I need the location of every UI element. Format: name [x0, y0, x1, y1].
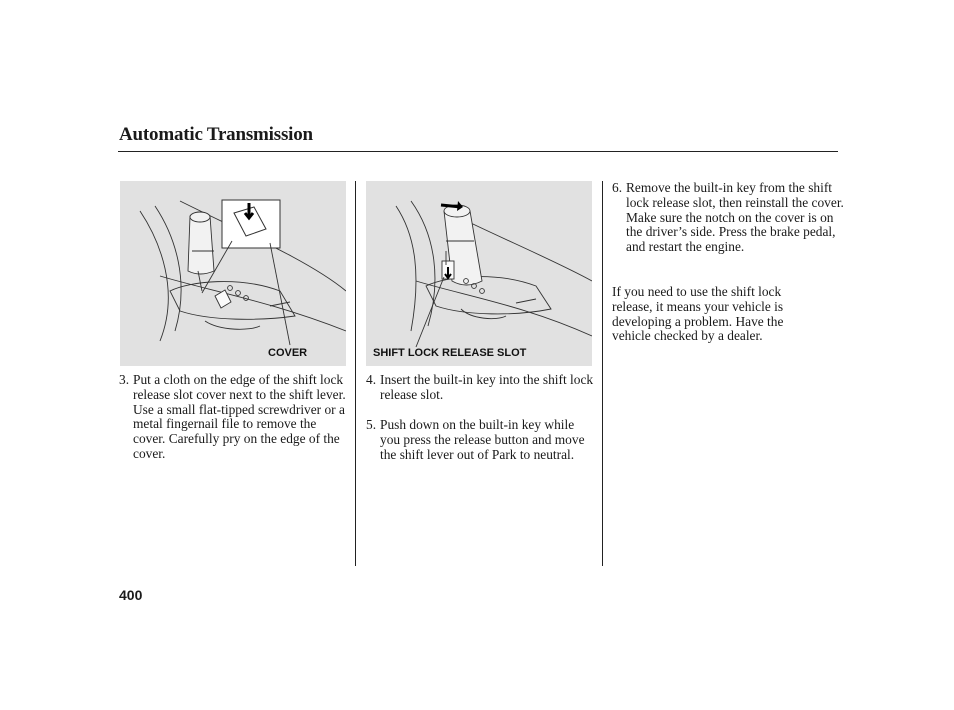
step-text: Push down on the built-in key while you press the release button and move the shift lever out of Park to neutral.: [380, 417, 585, 462]
title-divider: [118, 151, 838, 152]
column-divider-1: [355, 181, 356, 566]
step-text: Put a cloth on the edge of the shift lock release slot cover next to the shift lever. Use a small flat-tipped screwdriver or a metal fingernail file to remove the cover. Carefully pry on the edge of the cover.: [133, 372, 346, 461]
step-3: [119, 373, 347, 462]
step-text: Remove the built-in key from the shift lock release slot, then reinstall the cover. Make sure the notch on the cover is on the driver’s side. Press the brake pedal, and restart the engine.: [626, 180, 844, 255]
page-title: Automatic Transmission: [119, 124, 313, 145]
figure-caption-cover: COVER: [268, 347, 308, 359]
step-text: Insert the built-in key into the shift lock release slot.: [380, 372, 594, 402]
step-5: [366, 418, 594, 462]
shift-lever-cover-drawing: [120, 181, 346, 366]
dealer-note: If you need to use the shift lock release, it means your vehicle is developing a problem. Have the vehicle checked by a dealer.: [612, 284, 784, 344]
release-slot-illustration: [366, 181, 592, 366]
column-divider-2: [602, 181, 603, 566]
step-number: 4.: [366, 372, 377, 387]
cover-illustration: [120, 181, 346, 366]
step-number: 3.: [119, 372, 130, 387]
shift-lock-release-drawing: [366, 181, 592, 366]
step-4: [366, 373, 594, 403]
step-6: [612, 181, 848, 255]
step-number: 6.: [612, 180, 623, 195]
page-number: 400: [119, 587, 143, 603]
step-number: 5.: [366, 417, 377, 432]
figure-caption-release-slot: SHIFT LOCK RELEASE SLOT: [373, 347, 527, 359]
